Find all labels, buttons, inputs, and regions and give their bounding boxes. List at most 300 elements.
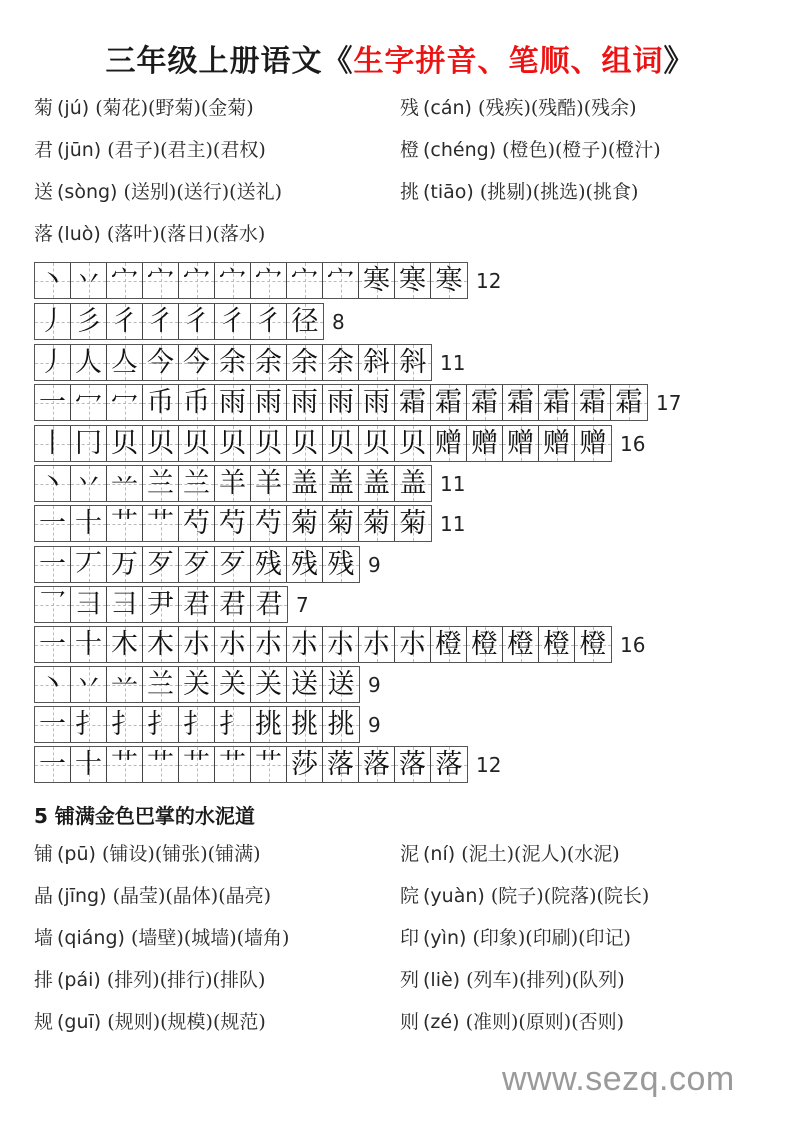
vocab-entry-jun	[34, 138, 266, 162]
vocab-word: (君子)	[107, 139, 161, 161]
stroke-glyph: 莎	[291, 749, 318, 780]
stroke-step-cell	[251, 345, 287, 380]
vocab-word: (菊花)	[95, 97, 149, 119]
stroke-row-6	[34, 505, 465, 542]
stroke-glyph: 朩	[219, 629, 246, 660]
stroke-glyph: 䒑	[111, 669, 138, 700]
stroke-glyph: 丷	[75, 468, 102, 499]
stroke-count: 11	[440, 350, 466, 375]
stroke-glyph: 菊	[327, 508, 354, 539]
vocab-word: (排列)	[518, 969, 572, 991]
stroke-count: 16	[620, 632, 646, 657]
stroke-glyph: 朩	[363, 629, 390, 660]
vocab-entry-ni	[400, 842, 620, 866]
vocab-char: 落	[34, 223, 54, 245]
stroke-glyph: 兰	[147, 669, 174, 700]
stroke-step-cell	[395, 426, 431, 461]
stroke-glyph: 盖	[363, 468, 390, 499]
vocab-char: 排	[34, 969, 54, 991]
vocab-word: (晶莹)	[112, 885, 166, 907]
vocab-word: (院长)	[596, 885, 650, 907]
stroke-step-cell	[287, 627, 323, 662]
stroke-step-cell	[539, 627, 575, 662]
stroke-step-cell	[287, 707, 323, 742]
stroke-glyph: 宀	[327, 265, 354, 296]
stroke-step-cell	[71, 667, 107, 702]
stroke-glyph: 一	[39, 387, 66, 418]
vocab-word: (规模)	[160, 1011, 213, 1033]
stroke-glyph: 冖	[75, 387, 102, 418]
stroke-step-cell	[323, 426, 359, 461]
stroke-step-cell	[467, 385, 503, 420]
stroke-step-cell	[143, 667, 179, 702]
stroke-step-cell	[359, 747, 395, 782]
stroke-step-cell	[215, 627, 251, 662]
stroke-glyph: 霜	[471, 387, 498, 418]
vocab-word: (挑选)	[532, 181, 586, 203]
stroke-glyph: 一	[39, 749, 66, 780]
stroke-step-cell	[323, 506, 359, 541]
stroke-step-cell	[107, 466, 143, 501]
vocab-word: (君权)	[212, 139, 266, 161]
stroke-step-cell	[179, 587, 215, 622]
stroke-step-cell	[395, 263, 431, 298]
stroke-step-cell	[395, 627, 431, 662]
stroke-glyph: 艹	[219, 749, 246, 780]
stroke-glyph: 十	[75, 629, 102, 660]
stroke-step-cell	[143, 385, 179, 420]
stroke-glyph: 赠	[435, 428, 462, 459]
vocab-char: 泥	[400, 843, 420, 865]
stroke-step-cell	[215, 304, 251, 339]
stroke-glyph: 今	[183, 347, 210, 378]
stroke-count: 12	[476, 268, 502, 293]
vocab-word: (残疾)	[478, 97, 531, 119]
stroke-glyph: 余	[255, 347, 282, 378]
stroke-step-cell	[287, 506, 323, 541]
stroke-step-cell	[35, 263, 71, 298]
stroke-step-cell	[215, 426, 251, 461]
vocab-char: 君	[34, 139, 54, 161]
vocab-word: (院落)	[543, 885, 597, 907]
stroke-glyph: 羊	[219, 468, 246, 499]
vocab-entry-tiao	[400, 180, 638, 204]
stroke-row-2	[34, 344, 465, 381]
stroke-glyph: 宀	[255, 265, 282, 296]
tianzige-grid	[34, 465, 432, 502]
vocab-pinyin: (pū)	[57, 843, 96, 865]
stroke-glyph: 彳	[255, 306, 282, 337]
vocab-word: (送行)	[176, 181, 230, 203]
stroke-glyph: 扌	[75, 709, 102, 740]
stroke-step-cell	[503, 627, 539, 662]
stroke-row-4	[34, 425, 645, 462]
stroke-glyph: 艹	[147, 749, 174, 780]
vocab-word: (规则)	[107, 1011, 161, 1033]
vocab-word: (泥人)	[514, 843, 567, 865]
stroke-step-cell	[107, 587, 143, 622]
stroke-step-cell	[323, 627, 359, 662]
vocab-pinyin: (liè)	[423, 969, 461, 991]
stroke-step-cell	[395, 385, 431, 420]
stroke-step-cell	[107, 667, 143, 702]
stroke-step-cell	[251, 466, 287, 501]
stroke-row-10	[34, 666, 381, 703]
vocab-word: (印刷)	[525, 927, 579, 949]
vocab-entry-pu	[34, 842, 260, 866]
stroke-step-cell	[431, 385, 467, 420]
stroke-row-9	[34, 626, 645, 663]
stroke-glyph: 落	[363, 749, 390, 780]
vocab-word: (橙子)	[555, 139, 608, 161]
stroke-count: 11	[440, 511, 466, 536]
stroke-step-cell	[107, 627, 143, 662]
vocab-word: (城墙)	[183, 927, 237, 949]
stroke-step-cell	[575, 627, 611, 662]
vocab-entry-qiang	[34, 926, 289, 950]
stroke-step-cell	[143, 587, 179, 622]
vocab-word: (院子)	[490, 885, 544, 907]
stroke-step-cell	[287, 667, 323, 702]
stroke-count: 17	[656, 390, 682, 415]
stroke-glyph: 贝	[147, 428, 174, 459]
stroke-step-cell	[35, 466, 71, 501]
stroke-row-12	[34, 746, 501, 783]
stroke-glyph: 残	[327, 549, 355, 580]
stroke-glyph: 丨	[39, 428, 66, 459]
stroke-step-cell	[539, 385, 575, 420]
vocab-char: 印	[400, 927, 420, 949]
stroke-glyph: 挑	[327, 709, 355, 740]
stroke-step-cell	[179, 627, 215, 662]
vocab-char: 则	[400, 1011, 420, 1033]
vocab-char: 晶	[34, 885, 54, 907]
vocab-entry-ze	[400, 1010, 624, 1034]
stroke-step-cell	[71, 304, 107, 339]
stroke-glyph: 扌	[111, 709, 138, 740]
vocab-word: (排队)	[212, 969, 266, 991]
stroke-glyph: 一	[39, 508, 66, 539]
vocab-word: (送别)	[123, 181, 177, 203]
stroke-step-cell	[71, 547, 107, 582]
stroke-count: 9	[368, 712, 381, 737]
stroke-step-cell	[287, 345, 323, 380]
stroke-step-cell	[287, 304, 323, 339]
stroke-glyph: 丿	[39, 347, 66, 378]
stroke-step-cell	[179, 345, 215, 380]
stroke-step-cell	[179, 747, 215, 782]
stroke-step-cell	[467, 627, 503, 662]
stroke-glyph: 雨	[219, 387, 246, 418]
stroke-glyph: 一	[39, 709, 66, 740]
stroke-glyph: 寒	[435, 265, 463, 296]
stroke-step-cell	[35, 304, 71, 339]
vocab-word: (墙角)	[236, 927, 290, 949]
stroke-glyph: 贝	[183, 428, 210, 459]
stroke-glyph: 朩	[291, 629, 318, 660]
stroke-glyph: 一	[39, 549, 66, 580]
stroke-step-cell	[359, 385, 395, 420]
stroke-glyph: 雨	[363, 387, 390, 418]
stroke-step-cell	[71, 627, 107, 662]
stroke-glyph: 宀	[219, 265, 246, 296]
stroke-glyph: 霜	[579, 387, 606, 418]
stroke-glyph: 斜	[399, 347, 427, 378]
stroke-glyph: 兰	[183, 468, 210, 499]
stroke-step-cell	[215, 707, 251, 742]
stroke-row-5	[34, 465, 465, 502]
stroke-glyph: 橙	[543, 629, 570, 660]
stroke-row-0	[34, 262, 501, 299]
tianzige-grid	[34, 746, 468, 783]
stroke-count: 8	[332, 309, 345, 334]
stroke-glyph: 送	[327, 669, 355, 700]
stroke-glyph: 币	[183, 387, 210, 418]
stroke-step-cell	[35, 627, 71, 662]
vocab-entry-yuan	[400, 884, 649, 908]
vocab-word: (队列)	[571, 969, 625, 991]
stroke-step-cell	[503, 426, 539, 461]
stroke-glyph: 橙	[435, 629, 462, 660]
stroke-glyph: 羊	[255, 468, 282, 499]
stroke-glyph: 彐	[111, 589, 138, 620]
vocab-word: (否则)	[571, 1011, 625, 1033]
stroke-glyph: 贝	[399, 428, 426, 459]
tianzige-grid	[34, 425, 612, 462]
vocab-word: (残酷)	[530, 97, 584, 119]
vocab-pinyin: (ní)	[423, 843, 456, 865]
stroke-glyph: 艹	[255, 749, 282, 780]
stroke-glyph: 挑	[291, 709, 318, 740]
stroke-glyph: 彳	[183, 306, 210, 337]
stroke-glyph: 橙	[579, 629, 607, 660]
stroke-glyph: 赠	[471, 428, 498, 459]
stroke-count: 9	[368, 672, 381, 697]
stroke-count: 12	[476, 752, 502, 777]
vocab-char: 残	[400, 97, 420, 119]
stroke-row-11	[34, 706, 381, 743]
stroke-step-cell	[431, 627, 467, 662]
vocab-word: (挑剔)	[479, 181, 533, 203]
vocab-pinyin: (yuàn)	[423, 885, 485, 907]
stroke-step-cell	[323, 707, 359, 742]
stroke-step-cell	[287, 263, 323, 298]
stroke-glyph: 丶	[39, 265, 66, 296]
stroke-step-cell	[359, 345, 395, 380]
stroke-glyph: 亼	[111, 347, 138, 378]
stroke-step-cell	[179, 426, 215, 461]
stroke-glyph: 霜	[615, 387, 643, 418]
stroke-step-cell	[35, 747, 71, 782]
stroke-glyph: 芍	[183, 508, 210, 539]
stroke-glyph: 丶	[39, 669, 66, 700]
stroke-glyph: 雨	[255, 387, 282, 418]
tianzige-grid	[34, 626, 612, 663]
tianzige-grid	[34, 344, 432, 381]
stroke-step-cell	[251, 627, 287, 662]
vocab-word: (金菊)	[200, 97, 254, 119]
vocab-entry-luo	[34, 222, 265, 246]
stroke-step-cell	[107, 747, 143, 782]
vocab-pinyin: (yìn)	[423, 927, 467, 949]
stroke-glyph: 宀	[147, 265, 174, 296]
stroke-step-cell	[323, 263, 359, 298]
stroke-glyph: 丷	[75, 669, 102, 700]
stroke-glyph: 十	[75, 749, 102, 780]
stroke-step-cell	[71, 506, 107, 541]
stroke-step-cell	[251, 587, 287, 622]
stroke-glyph: 余	[327, 347, 354, 378]
vocab-word: (印象)	[472, 927, 526, 949]
stroke-row-1	[34, 303, 345, 340]
stroke-glyph: 彡	[75, 306, 102, 337]
vocab-char: 墙	[34, 927, 54, 949]
vocab-pinyin: (jīng)	[57, 885, 107, 907]
vocab-entry-pai	[34, 968, 265, 992]
stroke-step-cell	[179, 466, 215, 501]
stroke-glyph: 赠	[579, 428, 607, 459]
stroke-step-cell	[251, 707, 287, 742]
stroke-step-cell	[395, 466, 431, 501]
stroke-step-cell	[251, 667, 287, 702]
stroke-step-cell	[143, 627, 179, 662]
stroke-glyph: 芍	[255, 508, 282, 539]
stroke-step-cell	[575, 426, 611, 461]
stroke-step-cell	[323, 466, 359, 501]
stroke-step-cell	[287, 547, 323, 582]
stroke-glyph: 万	[111, 549, 138, 580]
stroke-glyph: 艹	[111, 749, 138, 780]
tianzige-grid	[34, 505, 432, 542]
vocab-entry-can	[400, 96, 637, 120]
vocab-word: (印记)	[578, 927, 631, 949]
stroke-glyph: 菊	[291, 508, 318, 539]
stroke-step-cell	[215, 466, 251, 501]
stroke-step-cell	[143, 345, 179, 380]
vocab-word: (铺张)	[154, 843, 208, 865]
tianzige-grid	[34, 384, 648, 421]
vocab-char: 橙	[400, 139, 420, 161]
stroke-step-cell	[539, 426, 575, 461]
stroke-step-cell	[287, 466, 323, 501]
stroke-glyph: 彳	[219, 306, 246, 337]
stroke-glyph: 兰	[147, 468, 174, 499]
vocab-word: (晶亮)	[218, 885, 272, 907]
stroke-step-cell	[323, 345, 359, 380]
vocab-pinyin: (zé)	[423, 1011, 460, 1033]
vocab-word: (野菊)	[148, 97, 201, 119]
stroke-row-7	[34, 546, 381, 583]
stroke-glyph: 币	[147, 387, 174, 418]
stroke-glyph: 今	[147, 347, 174, 378]
stroke-glyph: 丆	[75, 549, 102, 580]
stroke-glyph: 橙	[507, 629, 534, 660]
stroke-step-cell	[35, 345, 71, 380]
stroke-glyph: 丿	[39, 306, 66, 337]
stroke-glyph: 䒑	[111, 468, 138, 499]
stroke-step-cell	[71, 707, 107, 742]
stroke-step-cell	[215, 385, 251, 420]
tianzige-grid	[34, 546, 360, 583]
stroke-glyph: 冖	[111, 387, 138, 418]
stroke-glyph: 送	[291, 669, 318, 700]
stroke-step-cell	[35, 547, 71, 582]
stroke-step-cell	[107, 304, 143, 339]
stroke-count: 16	[620, 431, 646, 456]
vocab-word: (挑食)	[585, 181, 639, 203]
stroke-glyph: 挑	[255, 709, 282, 740]
stroke-glyph: 雨	[327, 387, 354, 418]
stroke-step-cell	[251, 263, 287, 298]
title-prefix: 三年级上册语文《	[105, 44, 354, 79]
stroke-step-cell	[503, 385, 539, 420]
stroke-glyph: 歹	[183, 549, 210, 580]
stroke-step-cell	[35, 707, 71, 742]
vocab-entry-cheng	[400, 138, 661, 162]
stroke-step-cell	[323, 667, 359, 702]
stroke-glyph: 霜	[507, 387, 534, 418]
stroke-step-cell	[431, 747, 467, 782]
stroke-step-cell	[143, 304, 179, 339]
stroke-step-cell	[215, 747, 251, 782]
stroke-glyph: 歹	[219, 549, 246, 580]
tianzige-grid	[34, 706, 360, 743]
stroke-step-cell	[107, 345, 143, 380]
stroke-glyph: 宀	[291, 265, 318, 296]
stroke-glyph: 菊	[363, 508, 390, 539]
stroke-step-cell	[35, 385, 71, 420]
stroke-glyph: 宀	[183, 265, 210, 296]
stroke-step-cell	[323, 385, 359, 420]
vocab-pinyin: (qiáng)	[57, 927, 125, 949]
vocab-pinyin: (jūn)	[57, 139, 102, 161]
stroke-count: 11	[440, 471, 466, 496]
stroke-step-cell	[71, 385, 107, 420]
stroke-step-cell	[611, 385, 647, 420]
vocab-word: (规范)	[212, 1011, 266, 1033]
stroke-step-cell	[35, 506, 71, 541]
stroke-glyph: 径	[291, 306, 319, 337]
tianzige-grid	[34, 586, 288, 623]
stroke-glyph: 丷	[75, 265, 102, 296]
stroke-step-cell	[431, 426, 467, 461]
title-highlight: 生字拼音、笔顺、组词	[353, 44, 664, 79]
stroke-glyph: 宀	[111, 265, 138, 296]
stroke-glyph: 寒	[399, 265, 426, 296]
stroke-step-cell	[287, 385, 323, 420]
stroke-step-cell	[107, 547, 143, 582]
vocab-word: (水泥)	[566, 843, 620, 865]
stroke-step-cell	[287, 426, 323, 461]
stroke-step-cell	[359, 426, 395, 461]
vocab-word: (排列)	[106, 969, 160, 991]
stroke-glyph: 扌	[219, 709, 246, 740]
stroke-glyph: 寒	[363, 265, 390, 296]
vocab-pinyin: (luò)	[57, 223, 101, 245]
stroke-step-cell	[143, 707, 179, 742]
stroke-glyph: 盖	[399, 468, 427, 499]
stroke-glyph: 朩	[327, 629, 354, 660]
stroke-glyph: 君	[219, 589, 246, 620]
stroke-step-cell	[107, 707, 143, 742]
vocab-word: (泥土)	[461, 843, 515, 865]
stroke-glyph: 尹	[147, 589, 174, 620]
stroke-glyph: 芍	[219, 508, 246, 539]
stroke-step-cell	[215, 587, 251, 622]
vocab-word: (残余)	[583, 97, 637, 119]
stroke-step-cell	[251, 304, 287, 339]
stroke-glyph: 木	[111, 629, 138, 660]
